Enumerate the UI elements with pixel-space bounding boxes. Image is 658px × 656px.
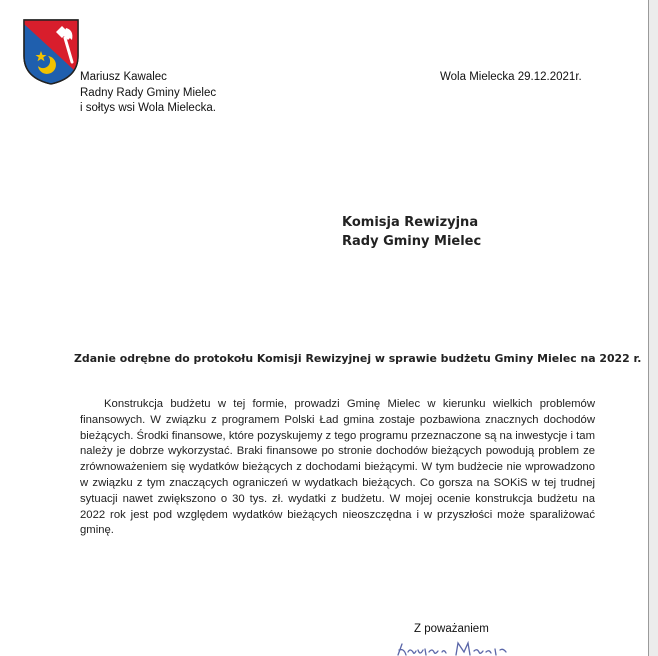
letter-body: Konstrukcja budżetu w tej formie, prowadzi Gminę Mielec w kierunku wielkich problemów finansowych. W związku z programem Polski Ład gmina zostaje pozbawiona znacznych dochodów bieżących. Środki finansowe, które pozyskujemy z tego programu przeznaczone są na inwestycje i tam należy je dobrze wykorzystać. Braki finansowe po stronie dochodów bieżących powodują problem ze zrównoważeniem się wydatków bieżących z dochodami bieżącymi. W tym budżecie nie wprowadzono w związku z tym znaczących ograniczeń w wydatkach bieżących. Co gorsza na SOKiS w tej trudnej sytuacji nawet zwiększono o 30 tys. zł. wydatki z budżetu. W mojej ocenie konstrukcja budżetu na 2022 rok jest pod względem wydatków bieżących nieoszczędna i w przyszłości może sparaliżować gminę. <box>80 398 595 537</box>
letter-date: Wola Mielecka 29.12.2021r. <box>440 71 582 83</box>
sender-role: Radny Rady Gminy Mielec <box>80 86 217 99</box>
sender-block <box>80 70 216 117</box>
coat-of-arms-icon <box>22 18 80 86</box>
closing-phrase: Z poważaniem <box>414 623 489 635</box>
recipient-line-1: Komisja Rewizyjna <box>342 215 479 230</box>
sender-role-2: i sołtys wsi Wola Mielecka. <box>80 102 216 114</box>
letter-subject: Zdanie odrębne do protokołu Komisji Rewizyjnej w sprawie budżetu Gminy Mielec na 2022 r. <box>74 352 642 365</box>
sender-name: Mariusz Kawalec <box>80 71 167 83</box>
recipient-block <box>342 213 481 251</box>
handwritten-signature-icon <box>396 640 516 656</box>
vertical-scrollbar[interactable] <box>649 0 658 656</box>
recipient-line-2: Rady Gminy Mielec <box>342 234 482 249</box>
